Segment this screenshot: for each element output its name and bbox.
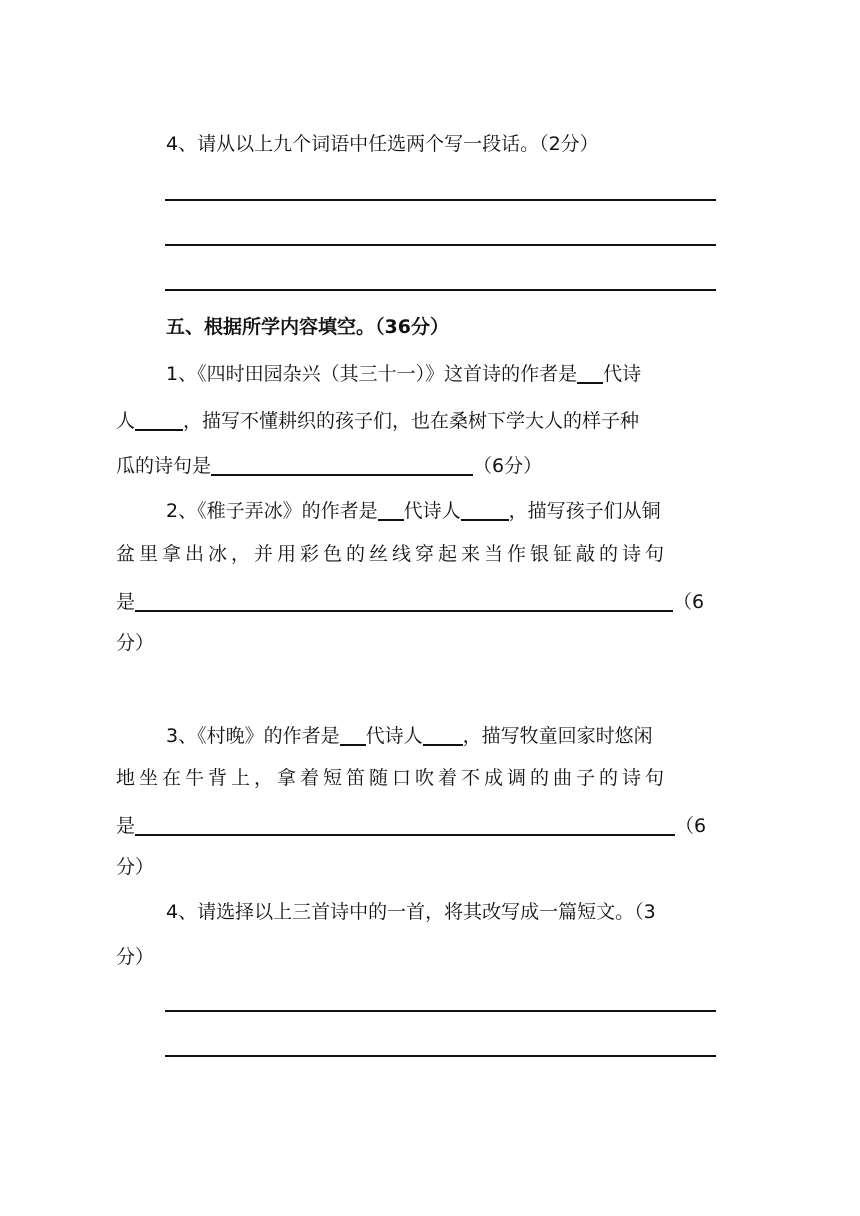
s5-q4-line-1: 4、请选择以上三首诗中的一首，将其改写成一篇短文。（3 <box>166 901 656 923</box>
s5-q2-text-d: 是 <box>116 591 136 613</box>
question-4-prompt: 4、请从以上九个词语中任选两个写一段话。（2分） <box>166 133 599 155</box>
poet-blank[interactable] <box>461 499 509 521</box>
s5-q3-text-a: 3、《村晚》的作者是 <box>166 725 340 747</box>
verse-blank[interactable] <box>211 454 473 476</box>
s5-q2-line-2: 盆里拿出冰，并用彩色的丝线穿起来当作银钲敲的诗句 <box>116 543 669 565</box>
s5-q3-text-d: 是 <box>116 815 136 837</box>
verse-blank[interactable] <box>135 814 675 836</box>
s5-q3-line-3 <box>116 814 706 836</box>
s5-q1-text-b: 代诗 <box>603 363 642 385</box>
s5-q1-text-d: ，描写不懂耕织的孩子们，也在桑树下学大人的样子种 <box>183 410 640 432</box>
poet-blank[interactable] <box>423 724 463 746</box>
s5-q1-text-e: 瓜的诗句是 <box>116 455 212 477</box>
s5-q1-line-3 <box>116 454 542 476</box>
s5-q1-line-1 <box>166 362 641 384</box>
answer-line-1[interactable] <box>165 199 716 201</box>
s5-q3-line-4: 分） <box>116 856 155 878</box>
s5-q3-text-b: 代诗人 <box>365 725 423 747</box>
verse-blank[interactable] <box>135 590 673 612</box>
dynasty-blank[interactable] <box>577 362 603 384</box>
s5-q1-line-2 <box>116 409 639 431</box>
s5-q3-line-2: 地坐在牛背上，拿着短笛随口吹着不成调的曲子的诗句 <box>116 767 669 789</box>
s5-q2-text-a: 2、《稚子弄冰》的作者是 <box>166 500 378 522</box>
poet-blank[interactable] <box>135 409 183 431</box>
s5-q3-score: （6 <box>675 815 707 837</box>
answer-line-4[interactable] <box>165 1010 716 1012</box>
s5-q3-text-c: ，描写牧童回家时悠闲 <box>462 725 653 747</box>
answer-line-2[interactable] <box>165 244 716 246</box>
s5-q1-text-c: 人 <box>116 410 136 432</box>
answer-line-3[interactable] <box>165 289 716 291</box>
s5-q2-line-1 <box>166 499 661 521</box>
s5-q2-line-4: 分） <box>116 632 155 654</box>
s5-q4-line-2: 分） <box>116 946 155 968</box>
s5-q1-text-a: 1、《四时田园杂兴（其三十一）》这首诗的作者是 <box>166 363 578 385</box>
s5-q2-text-c: ，描写孩子们从铜 <box>508 500 661 522</box>
dynasty-blank[interactable] <box>378 499 404 521</box>
s5-q2-score: （6 <box>673 591 705 613</box>
section-title: 五、根据所学内容填空。（36分） <box>166 316 449 338</box>
answer-line-5[interactable] <box>165 1055 716 1057</box>
dynasty-blank[interactable] <box>340 724 366 746</box>
s5-q1-score: （6分） <box>473 455 543 477</box>
s5-q2-line-3 <box>116 590 704 612</box>
s5-q2-text-b: 代诗人 <box>403 500 461 522</box>
s5-q3-line-1 <box>166 724 653 746</box>
